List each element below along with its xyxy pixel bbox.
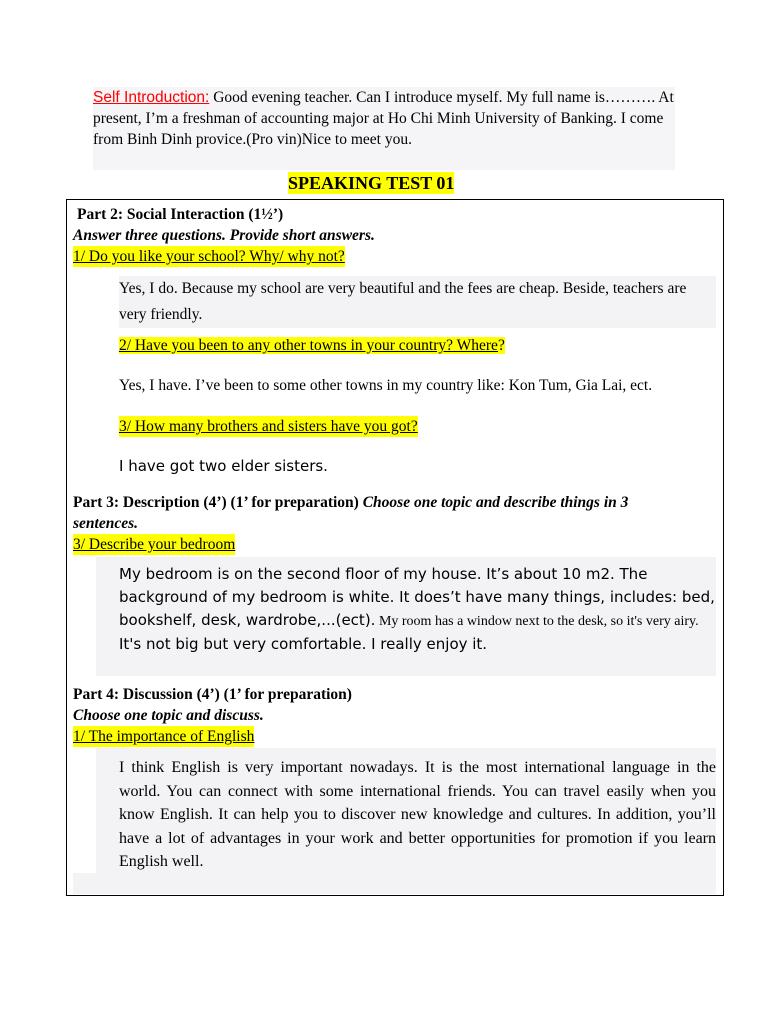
part2-answer-1: Yes, I do. Because my school are very beautiful and the fees are cheap. Beside, teachers are very friendly. [119,276,716,328]
part3-answer-c: It's not big but very comfortable. I really enjoy it. [119,635,488,653]
part3-topic: 3/ Describe your bedroom [73,536,236,553]
part2-question-2-mark: ? [497,337,505,354]
part4-answer-shade-bottom [73,873,716,894]
part3-answer [119,563,716,656]
self-introduction-block [93,87,675,170]
part3-instruction-cont: sentences. [73,515,139,532]
part2-answer-2 [119,375,652,396]
part3-instruction: Choose one topic and describe things in 3 [362,494,629,511]
part4-instruction: Choose one topic and discuss. [73,707,264,724]
part2-question-3: 3/ How many brothers and sisters have you got? [119,418,418,435]
part2-question-2-wrap [119,335,505,356]
part3-answer-a: My bedroom is on the second floor of my house. It’s about 10 m2. The background of my bedroom is white. It does’t have many things, includes: bed, bookshelf, desk, wardrobe,...(ect). [119,565,715,629]
part4-topic: 1/ The importance of English [73,728,255,745]
part4-heading: Part 4: Discussion (4’) (1’ for preparation) [73,686,352,703]
part2-heading: Part 2: Social Interaction (1½’) [77,206,284,223]
part3-heading: Part 3: Description (4’) (1’ for preparation) [73,494,363,511]
self-introduction-text: Good evening teacher. Can I introduce myself. My full name is………. At present, I’m a freshman of accounting major at Ho Chi Minh University of Banking. I come from Binh Dinh provice.(Pro vin)Nice to meet you. [93,89,674,148]
part2-question-2: 2/ Have you been to any other towns in your country? Where [119,337,498,354]
part2-question-1: 1/ Do you like your school? Why/ why not? [73,248,345,265]
part2-answer-2-rest: . I’ve been to some other towns in my country like: Kon Tum, Gia Lai, ect. [187,377,653,394]
part3-heading-line [73,492,713,513]
part2-instruction: Answer three questions. Provide short answers. [73,227,375,244]
page-title: SPEAKING TEST 01 [288,173,455,193]
part2-answer-3: I have got two elder sisters. [119,457,328,475]
self-introduction-label: Self Introduction: [93,89,210,106]
part2-answer-2-start: Yes, I have [119,377,188,394]
part4-answer: I think English is very important nowadays. It is the most international language in the world. You can connect with some international friends. You can travel easily when you know English. It can help you to discover new knowledge and cultures. In addition, you’ll have a lot of advantages in your work and better opportunities for promotion if you learn English well. [119,759,716,870]
part3-answer-b: My room has a window next to the desk, so it's very airy. [375,614,699,629]
